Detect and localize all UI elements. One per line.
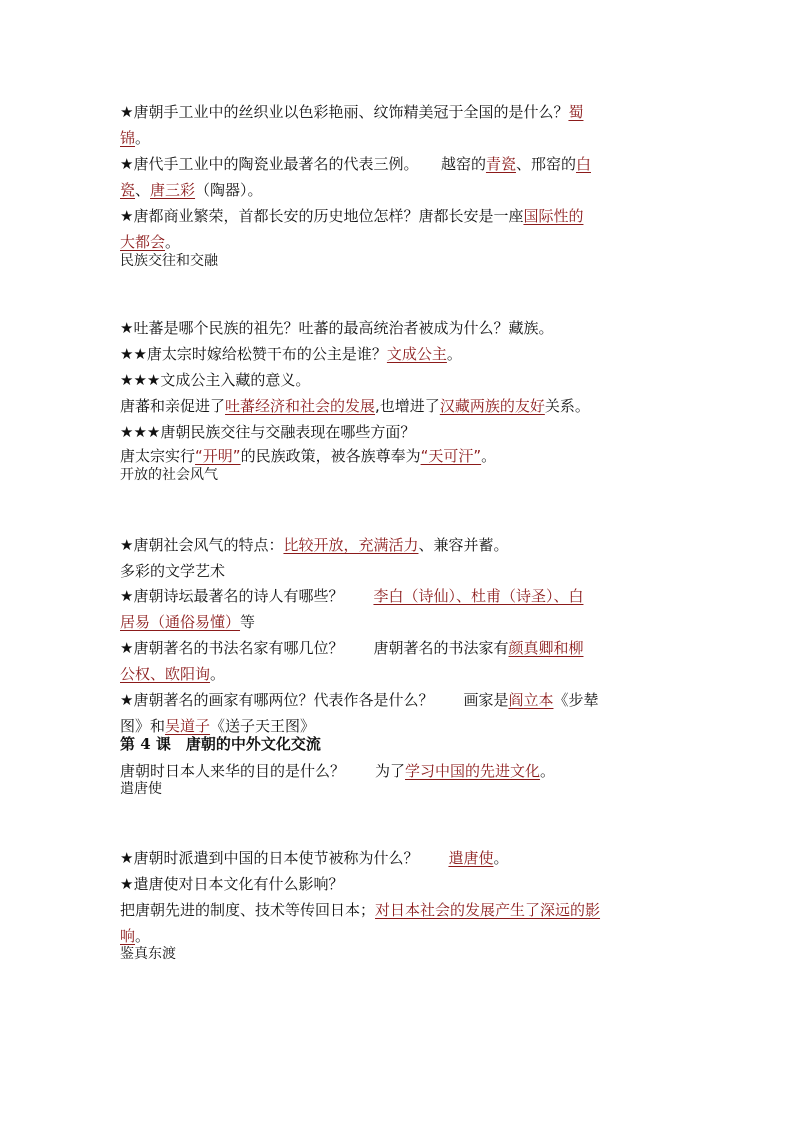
question-text: 唐朝时日本人来华的目的是什么？ 为了 [120, 762, 406, 780]
question-text: 《送子天王图》 [210, 717, 316, 735]
text-line [120, 586, 680, 606]
answer-text: 唐三彩 [150, 181, 196, 199]
answer-text: 遣唐使 [448, 849, 494, 867]
text-line [120, 318, 680, 338]
text-line [120, 396, 680, 416]
question-text: 鉴真东渡 [120, 946, 176, 962]
question-text: ★★★文成公主入藏的意义。 [120, 371, 311, 389]
question-text: 。 [135, 129, 151, 147]
question-text: 。 [210, 665, 226, 683]
text-line [120, 446, 680, 466]
question-text: 唐太宗实行 [120, 447, 196, 465]
text-line [120, 232, 680, 252]
text-line [120, 761, 680, 781]
question-text: 多彩的文学艺术 [120, 562, 226, 580]
section-title [120, 251, 680, 271]
answer-text: 国际性的 [523, 207, 584, 225]
answer-text: “天可汗” [420, 447, 482, 465]
question-text: ★遣唐使对日本文化有什么影响？ [120, 875, 344, 893]
text-line [120, 180, 680, 200]
question-text: 第 4 课 唐朝的中外文化交流 [120, 735, 321, 753]
answer-text: 公权、欧阳询 [120, 665, 211, 683]
text-line [120, 370, 680, 390]
answer-text: 阎立本 [508, 691, 554, 709]
answer-text: 青瓷 [485, 155, 516, 173]
question-text: 关系。 [544, 397, 590, 415]
answer-text: 李白（诗仙）、杜甫（诗圣）、白 [373, 587, 584, 605]
question-text: 民族交往和交融 [120, 253, 218, 269]
question-text: 唐蕃和亲促进了 [120, 397, 226, 415]
question-text: ★唐朝时派遣到中国的日本使节被称为什么？ [120, 849, 449, 867]
text-line [120, 128, 680, 148]
text-line [120, 206, 680, 226]
answer-text: 学习中国的先进文化 [405, 762, 541, 780]
text-line [120, 874, 680, 894]
answer-text: 大都会 [120, 233, 166, 251]
question-text: ★唐朝著名的画家有哪两位？代表作各是什么？ 画家是 [120, 691, 509, 709]
answer-text: 瓷 [120, 181, 136, 199]
question-text: ★唐都商业繁荣，首都长安的历史地位怎样？唐都长安是一座 [120, 207, 524, 225]
question-text: 开放的社会风气 [120, 467, 218, 483]
question-text: ★★唐太宗时嫁给松赞干布的公主是谁？ [120, 345, 387, 363]
question-text: 等 [240, 613, 256, 631]
answer-text: 白 [575, 155, 591, 173]
text-line [120, 848, 680, 868]
answer-text: 吐蕃经济和社会的发展 [225, 397, 376, 415]
text-line [120, 422, 680, 442]
text-line [120, 154, 680, 174]
answer-text: 比较开放，充满活力 [283, 536, 419, 554]
text-line [120, 900, 680, 920]
question-text: ★吐蕃是哪个民族的祖先？吐蕃的最高统治者被成为什么？藏族。 [120, 319, 554, 337]
question-text: 的民族政策，被各族尊奉为 [240, 447, 421, 465]
question-text: 图》和 [120, 717, 166, 735]
text-line [120, 926, 680, 946]
answer-text: 汉藏两族的友好 [439, 397, 545, 415]
answer-text: 锦 [120, 129, 136, 147]
answer-text: “开明” [195, 447, 241, 465]
text-line [120, 612, 680, 632]
question-text: 。 [165, 233, 181, 251]
question-text: ★★★唐朝民族交往与交融表现在哪些方面？ [120, 423, 416, 441]
question-text: （陶器）。 [195, 181, 263, 199]
answer-text: 居易（通俗易懂） [120, 613, 241, 631]
text-line [120, 535, 680, 555]
question-text: 遣唐使 [120, 781, 162, 797]
question-text: 。 [481, 447, 497, 465]
question-text: 把唐朝先进的制度、技术等传回日本； [120, 901, 376, 919]
section-title [120, 465, 680, 485]
question-text: 。 [540, 762, 556, 780]
answer-text: 颜真卿和柳 [508, 639, 584, 657]
answer-text: 响 [120, 927, 136, 945]
answer-text: 蜀 [568, 103, 584, 121]
text-line [120, 344, 680, 364]
question-text: 。 [493, 849, 509, 867]
question-text: ★唐朝社会风气的特点： [120, 536, 284, 554]
question-text: ,也增进了 [375, 397, 440, 415]
question-text: 、兼容并蓄。 [418, 536, 509, 554]
answer-text: 对日本社会的发展产生了深远的影 [375, 901, 601, 919]
answer-text: 文成公主 [386, 345, 447, 363]
question-text: ★唐朝手工业中的丝织业以色彩艳丽、纹饰精美冠于全国的是什么？ [120, 103, 569, 121]
question-text: ★唐朝著名的书法名家有哪几位？ 唐朝著名的书法家有 [120, 639, 509, 657]
question-text: 、 [135, 181, 151, 199]
question-text: 。 [135, 927, 151, 945]
question-text: 、邢窑的 [515, 155, 576, 173]
text-line [120, 716, 680, 736]
answer-text: 吴道子 [165, 717, 211, 735]
question-text: ★唐代手工业中的陶瓷业最著名的代表三例。 越窑的 [120, 155, 486, 173]
question-text: ★唐朝诗坛最著名的诗人有哪些？ [120, 587, 374, 605]
section-title [120, 944, 680, 964]
lesson-heading [120, 734, 680, 754]
text-line [120, 664, 680, 684]
text-line [120, 638, 680, 658]
question-text: 。 [446, 345, 462, 363]
section-title [120, 779, 680, 799]
text-line [120, 561, 680, 581]
text-line [120, 102, 680, 122]
text-line [120, 690, 680, 710]
question-text: 《步辇 [553, 691, 599, 709]
